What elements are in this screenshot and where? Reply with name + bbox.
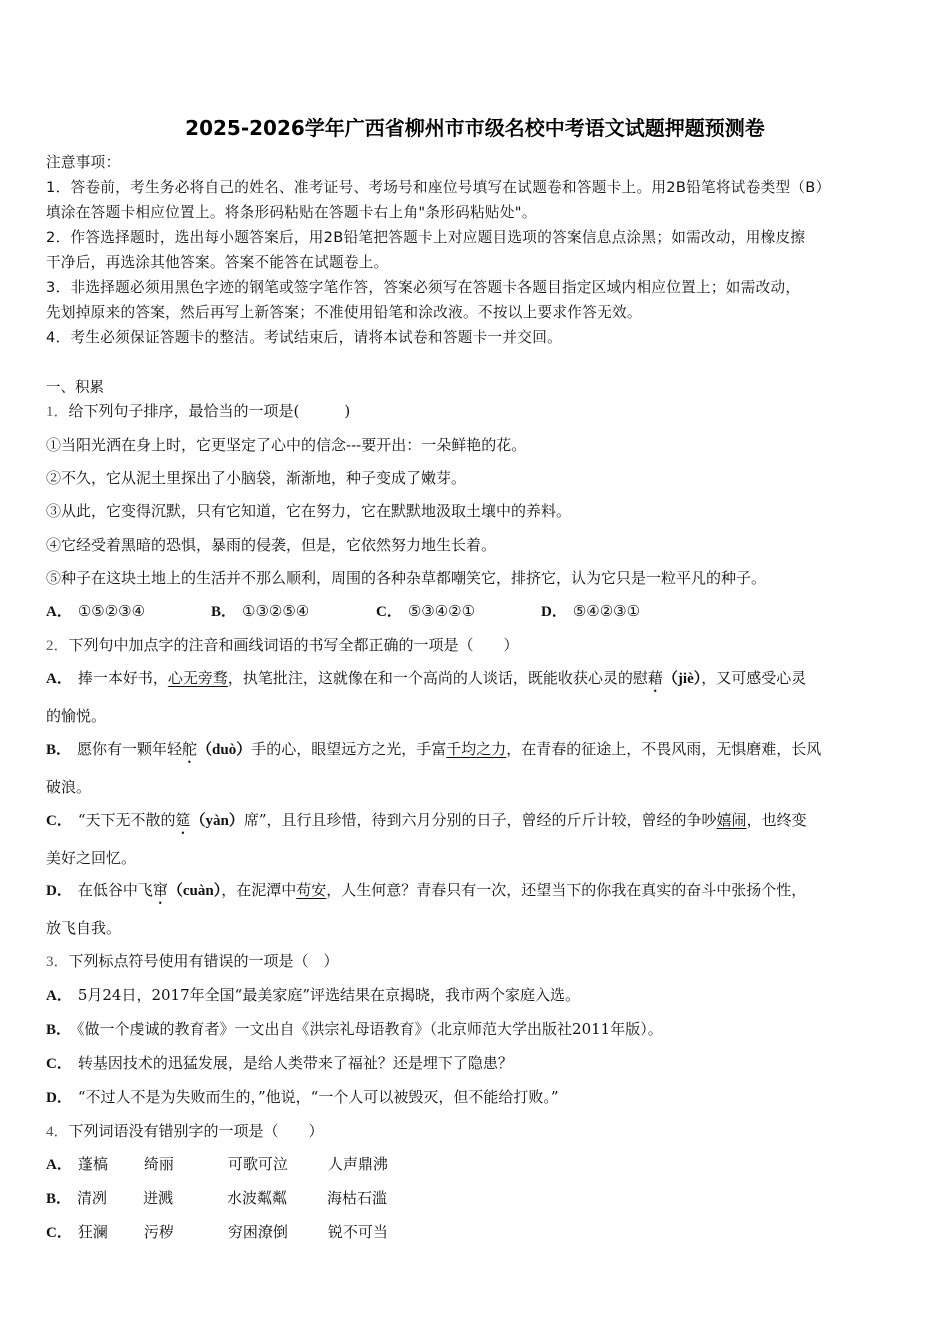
underlined-word: 嬉闹: [716, 811, 747, 829]
dotted-char: 筵: [175, 811, 191, 829]
notice-block: [46, 150, 908, 350]
notice-line: 4．考生必须保证答题卡的整洁。考试结束后，请将本试卷和答题卡一并交回。: [46, 329, 562, 346]
q4-option-a[interactable]: A． 蓬槁 绮丽 可歌可泣 人声鼎沸: [46, 1155, 388, 1173]
question-number: 4．: [46, 1124, 69, 1140]
notice-line: 干净后，再选涂其他答案。答案不能答在试题卷上。: [46, 254, 389, 271]
q2-option-b[interactable]: B． 愿你有一颗年轻舵（duò）手的心，眼望远方之光，手富千均之力，在青春的征途上，不畏风雨，无惧磨难，长风: [46, 740, 822, 758]
exam-title: 2025-2026学年广西省柳州市市级名校中考语文试题押题预测卷: [185, 116, 765, 140]
question-3-stem: [46, 950, 339, 971]
notice-line: 3．非选择题必须用黑色字迹的钢笔或签字笔作答，答案必须写在答题卡各题目指定区域内相应位置上；如需改动，: [46, 279, 801, 296]
q1-sentence: ⑤种子在这块土地上的生活并不那么顺利，周围的各种杂草都嘲笑它，排挤它，认为它只是一粒平凡的种子。: [46, 569, 767, 587]
pinyin: （jiè）: [662, 671, 702, 687]
q1-sentence: ③从此，它变得沉默，只有它知道，它在努力，它在默默地汲取土壤中的养料。: [46, 502, 572, 520]
q2-option-d-cont: 放飞自我。: [46, 919, 122, 937]
choice-d[interactable]: D． ⑤④②③①: [541, 602, 641, 620]
choice-b[interactable]: B． ①③②⑤④: [211, 602, 310, 620]
q1-sentence: ④它经受着黑暗的恐惧，暴雨的侵袭，但是，它依然努力地生长着。: [46, 536, 497, 554]
q4-option-b[interactable]: B． 清冽 迸溅 水波粼粼 海枯石滥: [46, 1189, 388, 1207]
q2-option-b-cont: 破浪。: [46, 778, 92, 796]
q3-option-d[interactable]: D． “不过人不是为失败而生的，”他说，“一个人可以被毁灭，但不能给打败。”: [46, 1088, 559, 1106]
notice-line: 2．作答选择题时，选出每小题答案后，用2B铅笔把答题卡上对应题目选项的答案信息点涂黑；如需改动，用橡皮擦: [46, 229, 806, 246]
notice-heading: 注意事项：: [46, 154, 121, 171]
q2-option-d[interactable]: D． 在低谷中飞窜（cuàn），在泥潭中苟安，人生何意？青春只有一次，还望当下的你我在真实的奋斗中张扬个性，: [46, 881, 807, 899]
q4-option-c[interactable]: C． 狂澜 污秽 穷困潦倒 锐不可当: [46, 1223, 388, 1241]
question-number: 3．: [46, 954, 69, 970]
q3-option-c[interactable]: C． 转基因技术的迅猛发展，是给人类带来了福祉？还是埋下了隐患？: [46, 1054, 513, 1072]
question-text: 给下列句子排序，最恰当的一项是( ): [68, 402, 351, 420]
underlined-word: 心无旁骛: [167, 669, 228, 687]
q2-option-c[interactable]: C． “天下无不散的筵（yàn）席”，且行且珍惜，待到六月分别的日子，曾经的斤斤计较，曾经的争吵嬉闹，也终变: [46, 811, 807, 829]
notice-line: 填涂在答题卡相应位置上。将条形码粘贴在答题卡右上角"条形码粘贴处"。: [46, 204, 537, 221]
question-text: 下列句中加点字的注音和画线词语的书写全都正确的一项是（ ）: [68, 636, 519, 654]
q1-sentence: ②不久，它从泥土里探出了小脑袋，渐渐地，种子变成了嫩芽。: [46, 469, 467, 487]
q1-sentence: ①当阳光洒在身上时，它更坚定了心中的信念---要开出：一朵鲜艳的花。: [46, 436, 527, 454]
q3-option-a[interactable]: A． 5月24日，2017年全国“最美家庭”评选结果在京揭晓，我市两个家庭入选。: [46, 986, 580, 1004]
question-2-stem: [46, 634, 519, 655]
dotted-char: 舵: [182, 740, 198, 758]
question-1-stem: [46, 400, 350, 421]
question-number: 1．: [46, 404, 69, 420]
notice-line: 1．答卷前，考生务必将自己的姓名、准考证号、考场号和座位号填写在试题卷和答题卡上。用2B铅笔将试卷类型（B）: [46, 179, 831, 196]
choice-c[interactable]: C． ⑤③④②①: [376, 602, 476, 620]
underlined-word: 千均之力: [446, 740, 507, 758]
pinyin: （cuàn）: [167, 883, 222, 899]
question-number: 2．: [46, 638, 69, 654]
q2-option-a-cont: 的愉悦。: [46, 707, 107, 725]
question-4-stem: [46, 1120, 324, 1141]
pinyin: （duò）: [197, 742, 252, 758]
q1-choices: [46, 600, 640, 621]
dotted-char: 窜: [152, 881, 168, 899]
question-text: 下列词语没有错别字的一项是（ ）: [68, 1122, 324, 1140]
dotted-char: 藉: [647, 669, 663, 687]
choice-a[interactable]: A． ①⑤②③④: [46, 602, 146, 620]
question-text: 下列标点符号使用有错误的一项是（ ）: [68, 952, 339, 970]
section-heading: 一、积累: [46, 380, 104, 396]
q2-option-c-cont: 美好之回忆。: [46, 849, 137, 867]
pinyin: （yàn）: [190, 813, 244, 829]
q2-option-a[interactable]: A． 捧一本好书，心无旁骛，执笔批注，这就像在和一个高尚的人谈话，既能收获心灵的慰藉（jiè），又可感受心灵: [46, 669, 807, 687]
underlined-word: 苟安: [296, 881, 327, 899]
q3-option-b[interactable]: B． 《做一个虔诚的教育者》一文出自《洪宗礼母语教育》（北京师范大学出版社2011年版）。: [46, 1020, 663, 1038]
notice-line: 先划掉原来的答案，然后再写上新答案；不准使用铅笔和涂改液。不按以上要求作答无效。: [46, 304, 642, 321]
